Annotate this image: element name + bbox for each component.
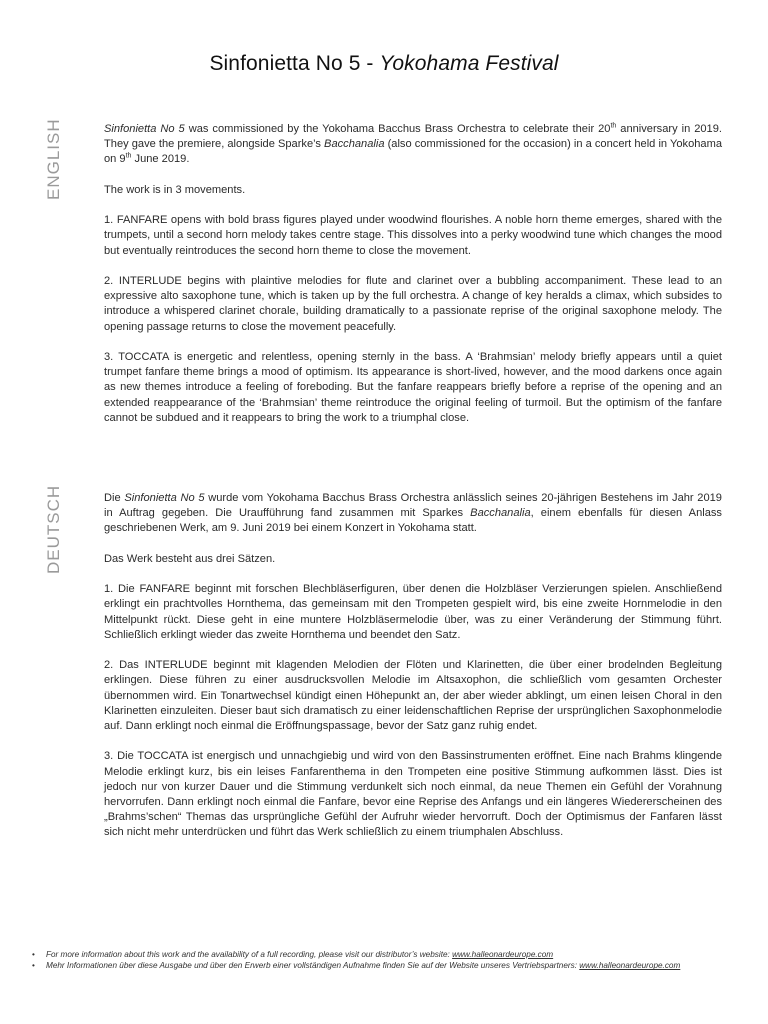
english-section <box>104 122 722 441</box>
footer-note-deutsch <box>32 960 732 971</box>
english-section-label: ENGLISH <box>44 118 63 200</box>
english-paragraph-movements: The work is in 3 movements. <box>104 183 246 196</box>
footer-notes <box>32 949 732 972</box>
deutsch-paragraph-fanfare: 1. Die FANFARE beginnt mit forschen Blechbläserfiguren, über denen die Holzbläser Verzierungen spielen. Anschließend erklingt ein prachtvolles Hornthema, das gemeinsam mit den Trompeten gespielt wird, bis eine zweite Hornmelodie in den Mittelpunkt rückt. Diese geht in eine muntere Holzbläsermelodie über, was zu einer Veränderung der Stimmung führt. Schließlich erklingt wieder das zweite Hornthema und beendet den Satz. <box>104 583 722 641</box>
text-span: wurde vom Yokohama Bacchus Brass Orchestra anlässlich seines 20-jährigen Bestehens im Jahr 2019 in Auftrag gegeben. Die Uraufführung fand zusammen mit Sparkes <box>104 492 722 520</box>
work-title-italic: Sinfonietta No 5 <box>104 123 185 135</box>
superscript: th <box>125 152 132 160</box>
english-paragraph-fanfare: 1. FANFARE opens with bold brass figures played under woodwind flourishes. A noble horn theme emerges, shared with the trumpets, until a second horn melody takes centre stage. This dissolves into a perky woodwind tune which changes the mood but eventually reintroduces the second horn theme to close the movement. <box>104 214 722 257</box>
deutsch-section-label: DEUTSCH <box>44 484 63 574</box>
english-paragraph-intro <box>104 122 722 168</box>
distributor-link[interactable]: www.halleonardeurope.com <box>452 950 554 959</box>
deutsch-section <box>104 491 722 856</box>
footer-text: Mehr Informationen über diese Ausgabe und über den Erwerb einer vollständigen Aufnahme finden Sie auf der Website unseres Vertriebspartners: <box>46 961 580 971</box>
deutsch-paragraph-toccata: 3. Die TOCCATA ist energisch und unnachgiebig und wird von den Bassinstrumenten eröffnet. Eine nach Brahms klingende Melodie erklingt kurz, bis ein leises Fanfarenthema in den Trompeten eine positive Stimmung aufkommen lässt. Dies ist jedoch nur von kurzer Dauer und die Stimmung verdunkelt sich noch einmal, da neue Themen ein Gefühl der Vorahnung hervorrufen. Dann erklingt noch einmal die Fanfare, bevor eine Reprise des Anfangs und ein längeres Wiedererscheinen des „Brahms’schen“ Themas das ursprüngliche Gefühl der Aufruhr wieder hervorruft. Doch der Optimismus der Fanfaren lässt sich nicht mehr unterdrücken und führt das Werk schließlich zu einem triumphalen Abschluss. <box>104 750 722 839</box>
footer-note-english <box>32 949 732 960</box>
english-paragraph-interlude: 2. INTERLUDE begins with plaintive melodies for flute and clarinet over a bubbling accompaniment. These lead to an expressive alto saxophone tune, which is taken up by the full orchestra. A change of key heralds a climax, which subsides to introduce a whispered clarinet chorale, building dramatically to a passionate reprise of the original saxophone melody. The opening passage returns to close the movement peacefully. <box>104 274 722 333</box>
text-span: Die <box>104 492 125 504</box>
distributor-link[interactable]: www.halleonardeurope.com <box>579 961 681 971</box>
superscript: th <box>610 122 617 130</box>
footer-text: For more information about this work and the availability of a full recording, please visit our distributor’s website: <box>46 950 453 959</box>
text-span: (also commissioned for the occasion) in a concert held in Yokohama on 9 <box>104 138 722 166</box>
text-span: was commissioned by the Yokohama Bacchus Brass Orchestra to celebrate their 20 <box>184 123 611 135</box>
page-title <box>0 52 768 76</box>
english-paragraph-toccata: 3. TOCCATA is energetic and relentless, opening sternly in the bass. A ‘Brahmsian’ melody briefly appears until a quiet trumpet fanfare theme brings a mood of optimism. Its appearance is short-lived, however, and the mood darkens once again as new themes introduce a feeling of foreboding. But the fanfare reappears briefly before a reprise of the opening and an extended reappearance of the ‘Brahmsian’ theme reintroduce the original feeling of turmoil. But the optimism of the fanfare cannot be subdued and it reappears to bring the work to a triumphal close. <box>104 350 722 424</box>
text-span: June 2019. <box>131 153 190 166</box>
text-span: anniversary in 2019. They gave the premiere, alongside Sparke’s <box>104 123 722 151</box>
text-span: , einem ebenfalls für diesen Anlass geschriebenen Werk, am 9. Juni 2019 bei einem Konzert in Yokohama statt. <box>104 507 722 535</box>
work-title-italic: Bacchanalia <box>324 138 385 151</box>
deutsch-paragraph-interlude: 2. Das INTERLUDE beginnt mit klagenden Melodien der Flöten und Klarinetten, die über einer brodelnden Begleitung erklingen. Diese führen zu einer ausdrucksvollen Melodie im Altsaxophon, die schließlich vom gesamten Orchester übernommen wird. Ein Tonartwechsel kündigt einen Höhepunkt an, der aber wieder abklingt, um einen leisen Choral in den Klarinetten einzuleiten. Dieser baut sich dramatisch zu einer leidenschaftlichen Reprise der ursprünglichen Saxophonmelodie auf. Dann erklingt noch einmal die Eröffnungspassage, bevor der Satz ganz ruhig endet. <box>104 659 722 732</box>
title-italic: Yokohama Festival <box>379 52 559 75</box>
bullet-icon: • <box>32 961 35 971</box>
work-title-italic: Sinfonietta No 5 <box>124 492 205 504</box>
work-title-italic: Bacchanalia <box>470 507 531 520</box>
bullet-icon: • <box>32 950 35 959</box>
title-main: Sinfonietta No 5 - <box>209 52 380 75</box>
deutsch-paragraph-intro <box>104 491 722 537</box>
deutsch-paragraph-movements: Das Werk besteht aus drei Sätzen. <box>104 552 276 565</box>
